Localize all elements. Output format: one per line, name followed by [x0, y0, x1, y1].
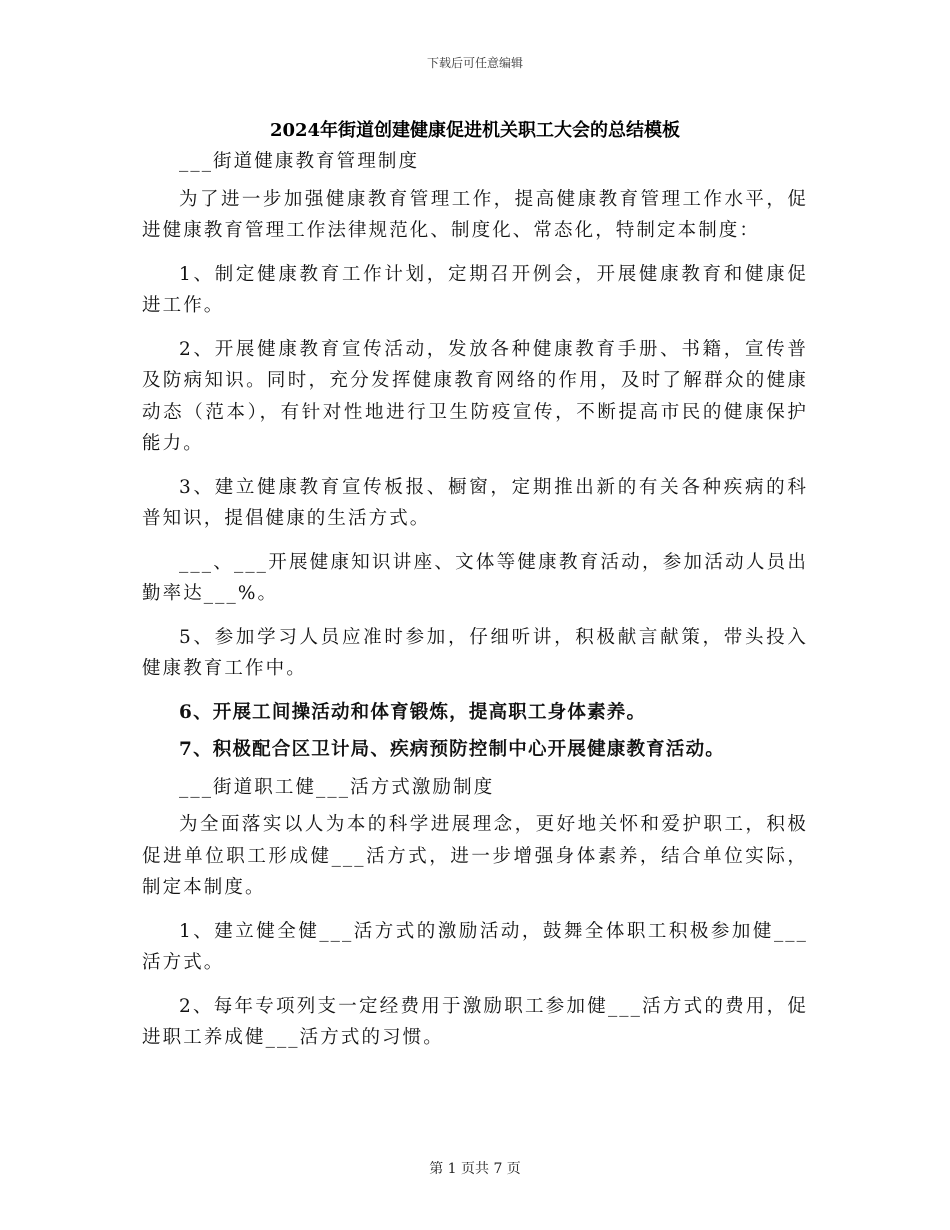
section-heading-health-education: ___街道健康教育管理制度 — [179, 151, 420, 172]
page-number: 第 1 页共 7 页 — [429, 1161, 521, 1177]
paragraph-lifestyle-intro: 为全面落实以人为本的科学进展理念，更好地关怀和爱护职工，积极促进单位职工形成健___活方式，进一步增强身体素养，结合单位实际，制定本制度。 — [142, 814, 808, 898]
paragraph-lifestyle-item-1: 1、建立健全健___活方式的激励活动，鼓舞全体职工积极参加健___活方式。 — [142, 920, 808, 973]
paragraph-item-7: 7、积极配合区卫计局、疾病预防控制中心开展健康教育活动。 — [179, 739, 725, 760]
paragraph-item-2: 2、开展健康教育宣传活动，发放各种健康教育手册、书籍，宣传普及防病知识。同时，充分发挥健康教育网络的作用，及时了解群众的健康动态（范本），有针对性地进行卫生防疫宣传，不断提高市民的健康保护能力。 — [142, 338, 808, 454]
document-body — [142, 146, 808, 1054]
paragraph-item-3: 3、建立健康教育宣传板报、橱窗，定期推出新的有关各种疾病的科普知识，提倡健康的生活方式。 — [142, 476, 808, 529]
paragraph-item-4: ___、___开展健康知识讲座、文体等健康教育活动，参加活动人员出勤率达___%。 — [142, 551, 808, 604]
document-title: 2024年街道创建健康促进机关职工大会的总结模板 — [269, 120, 681, 141]
paragraph-item-1: 1、制定健康教育工作计划，定期召开例会，开展健康教育和健康促进工作。 — [142, 263, 808, 316]
header-note: 下载后可任意编辑 — [426, 56, 523, 70]
section-heading-lifestyle: ___街道职工健___活方式激励制度 — [179, 776, 495, 798]
paragraph-lifestyle-item-2: 2、每年专项列支一定经费用于激励职工参加健___活方式的费用，促进职工养成健___活方式的习惯。 — [142, 995, 808, 1048]
paragraph-item-6: 6、开展工间操活动和体育锻炼，提高职工身体素养。 — [179, 701, 647, 723]
paragraph-intro: 为了进一步加强健康教育管理工作，提高健康教育管理工作水平，促进健康教育管理工作法律规范化、制度化、常态化，特制定本制度： — [142, 188, 808, 241]
paragraph-item-5: 5、参加学习人员应准时参加，仔细听讲，积极献言献策，带头投入健康教育工作中。 — [142, 626, 808, 679]
